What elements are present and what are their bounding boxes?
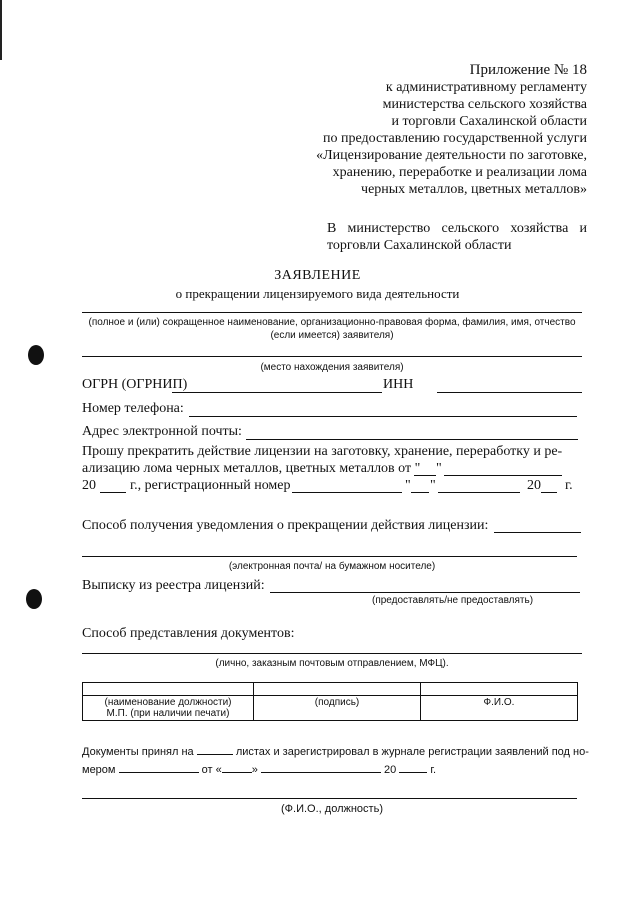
- license-year-field[interactable]: [100, 492, 126, 493]
- received-line-1: [82, 744, 589, 760]
- scan-edge-line: [0, 0, 2, 60]
- ogrn-label: ОГРН (ОГРНИП): [82, 377, 188, 392]
- notification-method-caption: (электронная почта/ на бумажном носителе): [228, 561, 436, 572]
- quote-open: ": [405, 478, 411, 493]
- extract-field[interactable]: [270, 592, 580, 593]
- document-title: ЗАЯВЛЕНИЕ: [274, 268, 361, 283]
- notification-method-label: Способ получения уведомления о прекращении действия лицензии:: [82, 518, 489, 533]
- appendix-line: по предоставлению государственной услуги: [323, 131, 587, 146]
- location-line[interactable]: [82, 356, 582, 357]
- fio-cell-empty[interactable]: [421, 683, 578, 696]
- received-text-1: Документы принял на: [82, 746, 194, 758]
- received-text-2: листах и зарегистрировал в журнале регистрации заявлений под но-: [235, 746, 589, 758]
- signature-table: [82, 682, 578, 721]
- reg-month-field[interactable]: [438, 492, 520, 493]
- quote-mark: ": [436, 461, 442, 476]
- appendix-line: хранению, переработке и реализации лома: [332, 165, 587, 180]
- reg-year-prefix: 20: [527, 478, 541, 493]
- reg-year-field[interactable]: [541, 492, 557, 493]
- appendix-line: и торговли Сахалинской области: [391, 114, 587, 129]
- receiver-fio-caption: (Ф.И.О., должность): [281, 803, 383, 815]
- inn-label: ИНН: [383, 377, 414, 392]
- docs-method-line[interactable]: [82, 653, 582, 654]
- addressee: В министерство сельского хозяйства и торговли Сахалинской области: [327, 221, 587, 253]
- position-cell: [83, 696, 254, 721]
- year-prefix: 20: [82, 478, 96, 493]
- received-text-5: »: [251, 764, 258, 776]
- appendix-line: министерства сельского хозяйства: [382, 97, 587, 112]
- notification-method-line[interactable]: [82, 556, 577, 557]
- received-line-2: [82, 762, 436, 778]
- request-line-2-text: ализацию лома черных металлов, цветных металлов от ": [82, 461, 421, 476]
- received-month-field[interactable]: [261, 762, 381, 773]
- license-day-field[interactable]: [414, 475, 436, 476]
- punch-hole-top: [28, 345, 44, 365]
- docs-method-label: Способ представления документов:: [82, 626, 295, 641]
- sheets-count-field[interactable]: [197, 744, 233, 755]
- receiver-fio-line[interactable]: [82, 798, 577, 799]
- extract-label: Выписку из реестра лицензий:: [82, 578, 265, 593]
- docs-method-caption: (лично, заказным почтовым отправлением, МФЦ).: [215, 658, 449, 669]
- fio-cell: [421, 696, 578, 721]
- position-cell-empty[interactable]: [83, 683, 254, 696]
- signature-caption: (подпись): [314, 697, 360, 708]
- received-text-4: от «: [201, 764, 222, 776]
- reg-number-label: г., регистрационный номер: [130, 478, 291, 493]
- received-day-field[interactable]: [222, 762, 252, 773]
- signature-cell-empty[interactable]: [254, 683, 421, 696]
- email-field[interactable]: [246, 439, 578, 440]
- applicant-name-line[interactable]: [82, 312, 582, 313]
- quote-close: ": [430, 478, 436, 493]
- reg-number-field[interactable]: [292, 492, 402, 493]
- appendix-block: [257, 62, 587, 198]
- location-caption: (место нахождения заявителя): [260, 362, 404, 373]
- signature-cell: [254, 696, 421, 721]
- received-text-3: мером: [82, 764, 116, 776]
- punch-hole-bottom: [26, 589, 42, 609]
- position-caption: (наименование должности): [104, 697, 232, 708]
- request-line-1: Прошу прекратить действие лицензии на заготовку, хранение, переработку и ре-: [82, 444, 563, 459]
- received-year-field[interactable]: [399, 762, 427, 773]
- reg-day-field[interactable]: [411, 492, 429, 493]
- appendix-line: черных металлов, цветных металлов»: [361, 182, 587, 197]
- applicant-name-caption: (полное и (или) сокращенное наименование, организационно-правовая форма, фамилия, имя, отчество (если имеется) заявителя): [88, 317, 576, 341]
- appendix-line: к административному регламенту: [385, 80, 587, 95]
- stamp-caption: М.П. (при наличии печати): [106, 708, 230, 719]
- fio-caption-cell: Ф.И.О.: [483, 697, 515, 708]
- received-text-7: г.: [430, 764, 437, 776]
- email-label: Адрес электронной почты:: [82, 424, 242, 439]
- ogrn-field[interactable]: [172, 392, 382, 393]
- extract-caption: (предоставлять/не предоставлять): [372, 595, 534, 606]
- year-suffix: г.: [565, 478, 573, 493]
- phone-label: Номер телефона:: [82, 401, 184, 416]
- appendix-line: «Лицензирование деятельности по заготовке,: [316, 148, 587, 163]
- phone-field[interactable]: [189, 416, 577, 417]
- received-text-6: 20: [383, 764, 397, 776]
- notification-method-field[interactable]: [494, 532, 581, 533]
- journal-number-field[interactable]: [119, 762, 199, 773]
- document-subtitle: о прекращении лицензируемого вида деятельности: [175, 286, 460, 301]
- inn-field[interactable]: [437, 392, 582, 393]
- appendix-number: Приложение № 18: [469, 62, 587, 78]
- license-month-field[interactable]: [444, 475, 562, 476]
